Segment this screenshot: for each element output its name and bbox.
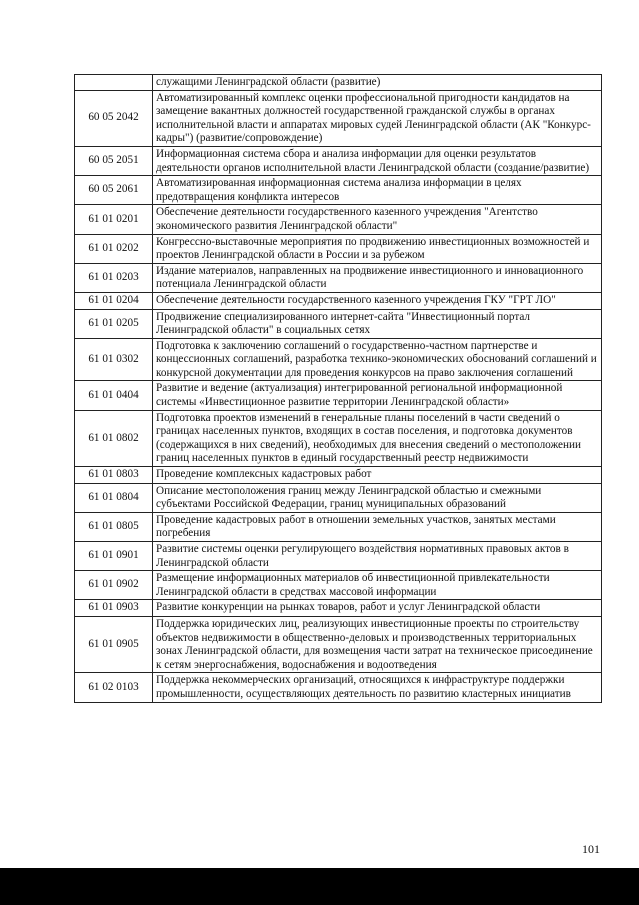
code-cell: 61 01 0802: [75, 410, 153, 466]
table-row: [75, 616, 602, 672]
code-cell: 61 01 0204: [75, 292, 153, 309]
code-cell: 61 01 0805: [75, 512, 153, 541]
description-cell: Автоматизированная информационная система анализа информации в целях предотвращения конфликта интересов: [153, 176, 602, 205]
description-cell: Продвижение специализированного интернет-сайта "Инвестиционный портал Ленинградской области" в социальных сетях: [153, 309, 602, 338]
description-cell: Обеспечение деятельности государственного казенного учреждения "Агентство экономического развития Ленинградской области": [153, 205, 602, 234]
description-cell: Подготовка проектов изменений в генеральные планы поселений в части сведений о границах населенных пунктов, входящих в состав поселения, и подготовка документов (содержащихся в них сведений), необходимых для внесения сведений о местоположении границ населенных пунктов в единый государственный реестр недвижимости: [153, 410, 602, 466]
description-cell: Проведение кадастровых работ в отношении земельных участков, занятых местами погребения: [153, 512, 602, 541]
table-row: [75, 483, 602, 512]
description-cell: Конгрессно-выставочные мероприятия по продвижению инвестиционных возможностей и проектов Ленинградской области в России и за рубежом: [153, 234, 602, 263]
description-cell: Поддержка юридических лиц, реализующих инвестиционные проекты по строительству объектов недвижимости в общественно-деловых и производственных территориальных зонах Ленинградской области, для возмещения части затрат на техническое присоединение к сетям энергоснабжения, водоснабжения и водоотведения: [153, 616, 602, 672]
table-row: [75, 263, 602, 292]
table-row: [75, 338, 602, 381]
budget-codes-table: [74, 74, 602, 703]
table-row: [75, 176, 602, 205]
code-cell: 61 01 0404: [75, 381, 153, 410]
description-cell: Информационная система сбора и анализа информации для оценки результатов деятельности органов исполнительной власти Ленинградской области (создание/развитие): [153, 146, 602, 175]
code-cell: 61 01 0804: [75, 483, 153, 512]
code-cell: 61 01 0905: [75, 616, 153, 672]
description-cell: Развитие конкуренции на рынках товаров, работ и услуг Ленинградской области: [153, 600, 602, 617]
table-row: [75, 542, 602, 571]
code-cell: 61 01 0205: [75, 309, 153, 338]
description-cell: Подготовка к заключению соглашений о государственно-частном партнерстве и концессионных соглашений, разработка технико-экономических обоснований соглашений и конкурсной документации для проведения конкурсов на право заключения соглашений: [153, 338, 602, 381]
table-row: [75, 205, 602, 234]
code-cell: 61 01 0903: [75, 600, 153, 617]
code-cell: 60 05 2042: [75, 90, 153, 146]
description-cell: Проведение комплексных кадастровых работ: [153, 467, 602, 484]
code-cell: 60 05 2061: [75, 176, 153, 205]
table-row: [75, 234, 602, 263]
description-cell: Размещение информационных материалов об инвестиционной привлекательности Ленинградской области в средствах массовой информации: [153, 571, 602, 600]
code-cell: 61 01 0202: [75, 234, 153, 263]
table-row: [75, 292, 602, 309]
table-row: [75, 410, 602, 466]
table-row: [75, 571, 602, 600]
page-number: 101: [582, 842, 600, 856]
code-cell: 61 01 0901: [75, 542, 153, 571]
table-row: [75, 512, 602, 541]
table-row: [75, 309, 602, 338]
table-body: [75, 75, 602, 703]
code-cell: 61 01 0203: [75, 263, 153, 292]
code-cell: 61 01 0302: [75, 338, 153, 381]
table-row: [75, 75, 602, 91]
code-cell: 61 01 0902: [75, 571, 153, 600]
table-row: [75, 146, 602, 175]
description-cell: Издание материалов, направленных на продвижение инвестиционного и инновационного потенциала Ленинградской области: [153, 263, 602, 292]
code-cell: [75, 75, 153, 91]
description-cell: Автоматизированный комплекс оценки профессиональной пригодности кандидатов на замещение вакантных должностей государственной гражданской службы в органах исполнительной власти и аппаратах мировых судей Ленинградской области (АК "Конкурс-кадры") (развитие/сопровождение): [153, 90, 602, 146]
code-cell: 61 02 0103: [75, 673, 153, 702]
table-row: [75, 90, 602, 146]
description-cell: Развитие и ведение (актуализация) интегрированной региональной информационной системы «Инвестиционное развитие территории Ленинградской области»: [153, 381, 602, 410]
description-cell: Обеспечение деятельности государственного казенного учреждения ГКУ "ГРТ ЛО": [153, 292, 602, 309]
table-row: [75, 381, 602, 410]
code-cell: 61 01 0201: [75, 205, 153, 234]
scan-bottom-band: [0, 868, 639, 905]
description-cell: Поддержка некоммерческих организаций, относящихся к инфраструктуре поддержки промышленности, осуществляющих деятельность по развитию кластерных инициатив: [153, 673, 602, 702]
description-cell: Описание местоположения границ между Ленинградской областью и смежными субъектами Российской Федерации, границ муниципальных образований: [153, 483, 602, 512]
description-cell: служащими Ленинградской области (развитие): [153, 75, 602, 91]
table-row: [75, 600, 602, 617]
code-cell: 60 05 2051: [75, 146, 153, 175]
code-cell: 61 01 0803: [75, 467, 153, 484]
table-row: [75, 673, 602, 702]
table-row: [75, 467, 602, 484]
description-cell: Развитие системы оценки регулирующего воздействия нормативных правовых актов в Ленинградской области: [153, 542, 602, 571]
